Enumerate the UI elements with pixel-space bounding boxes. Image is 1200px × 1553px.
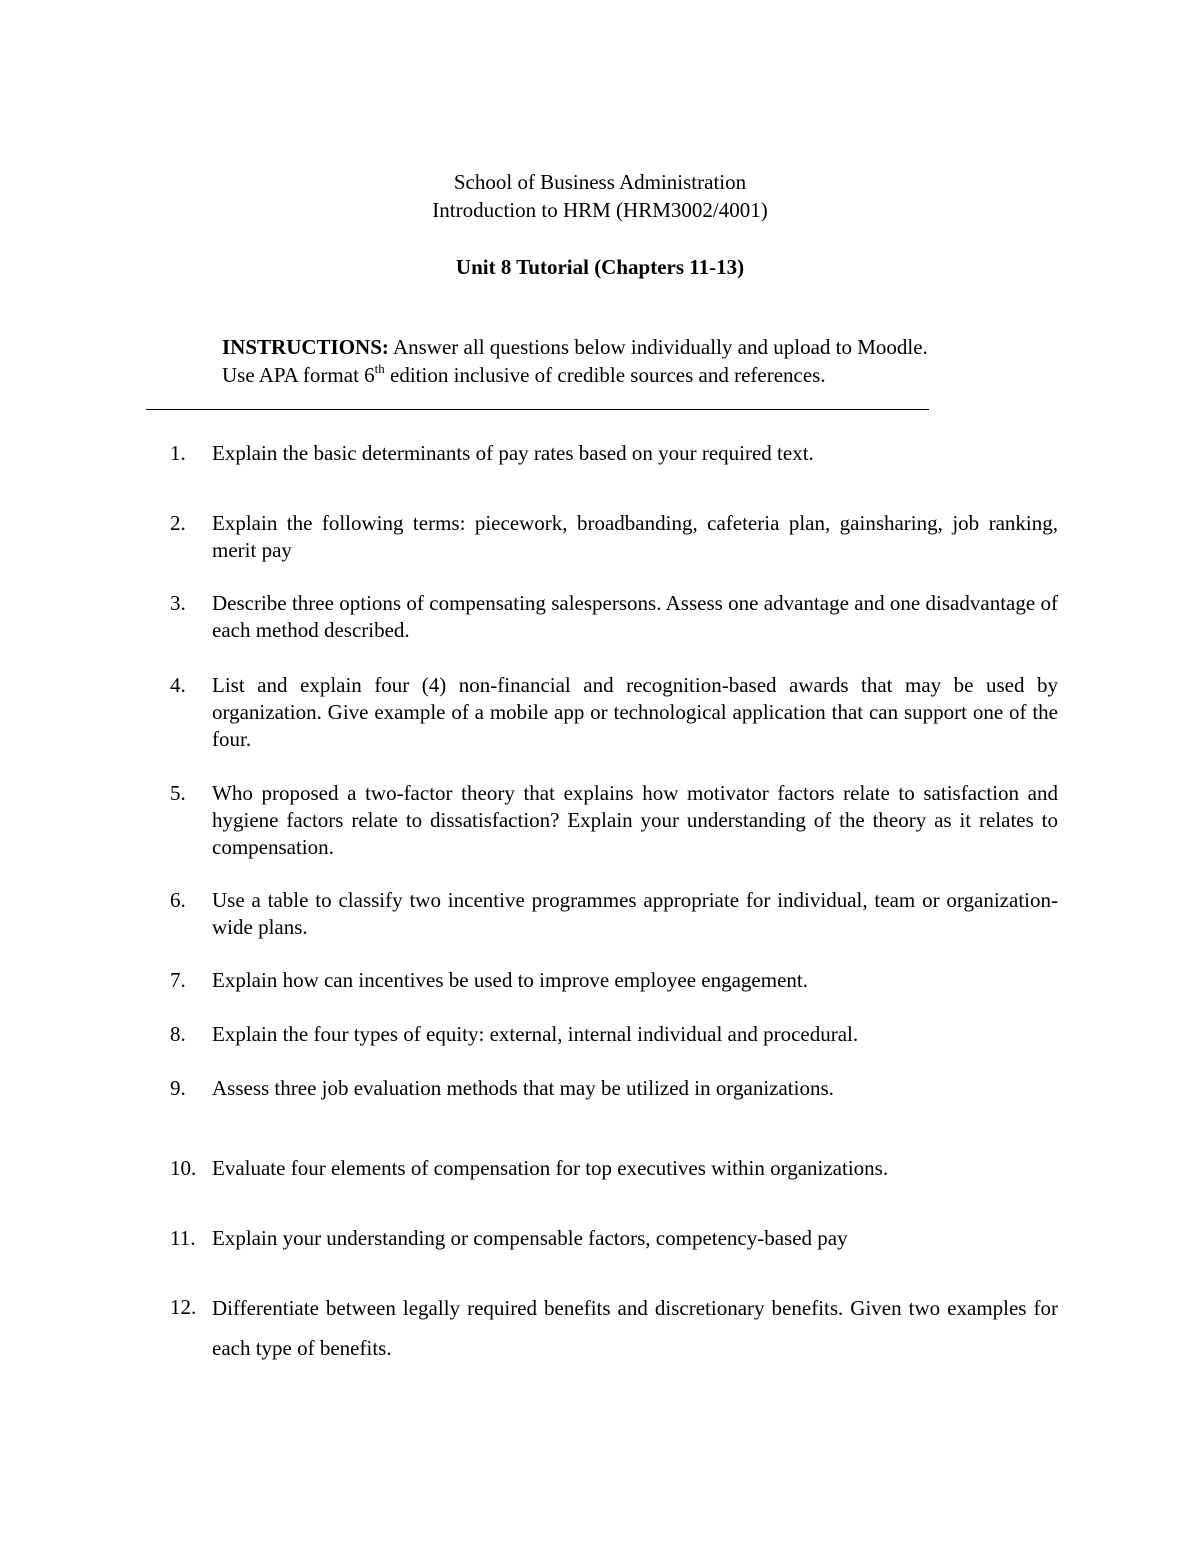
question-text: Explain how can incentives be used to improve employee engagement. [212,968,808,992]
question-12 [170,1288,1058,1368]
question-text: Describe three options of compensating salespersons. Assess one advantage and one disadvantage of each method described. [212,591,1058,642]
question-text: Explain the following terms: piecework, broadbanding, cafeteria plan, gainsharing, job ranking, merit pay [212,511,1058,562]
question-1 [170,440,1058,467]
school-name: School of Business Administration [453,170,747,194]
question-text: Use a table to classify two incentive programmes appropriate for individual, team or organization-wide plans. [212,888,1058,939]
question-8 [170,1021,1058,1048]
question-text: Differentiate between legally required benefits and discretionary benefits. Given two examples for each type of benefits. [212,1296,1058,1360]
question-7 [170,967,1058,994]
course-name: Introduction to HRM (HRM3002/4001) [432,198,768,222]
question-number: 11. [170,1226,196,1250]
question-number: 2. [170,511,186,535]
question-3 [170,590,1058,644]
instructions-text-2b: edition inclusive of credible sources and references. [384,363,826,387]
question-number: 6. [170,888,186,912]
instructions-block [222,333,928,389]
question-10 [170,1155,1058,1182]
question-number: 10. [170,1156,197,1180]
question-6 [170,887,1058,941]
question-text: Explain the four types of equity: external, internal individual and procedural. [212,1022,859,1046]
question-text: Explain the basic determinants of pay rates based on your required text. [212,441,814,465]
question-text: List and explain four (4) non-financial and recognition-based awards that may be used by organization. Give example of a mobile app or technological application that can support one of the four. [212,673,1058,751]
superscript-th: th [374,361,385,376]
question-text: Evaluate four elements of compensation for top executives within organizations. [212,1156,889,1180]
instructions-line-2 [222,361,928,389]
question-number: 8. [170,1022,186,1046]
question-number: 7. [170,968,186,992]
unit-title: Unit 8 Tutorial (Chapters 11-13) [455,255,745,279]
question-number: 9. [170,1076,186,1100]
instructions-text-1: Answer all questions below individually and upload to Moodle. [388,335,928,359]
question-number: 1. [170,441,186,465]
instructions-text-2a: Use APA format 6 [222,363,375,387]
question-text: Explain your understanding or compensable factors, competency-based pay [212,1226,848,1250]
horizontal-divider [146,409,929,410]
question-11 [170,1225,1058,1252]
question-text: Assess three job evaluation methods that may be utilized in organizations. [212,1076,834,1100]
question-9 [170,1075,1058,1102]
question-2 [170,510,1058,564]
question-number: 5. [170,781,186,805]
question-text: Who proposed a two-factor theory that explains how motivator factors relate to satisfaction and hygiene factors relate to dissatisfaction? Explain your understanding of the theory as it relates to compensation. [212,781,1058,859]
question-4 [170,672,1058,753]
question-number: 12. [170,1295,197,1319]
question-number: 3. [170,591,186,615]
question-5 [170,780,1058,861]
instructions-label: INSTRUCTIONS: [222,335,389,359]
instructions-line-1 [222,333,928,361]
question-number: 4. [170,673,186,697]
